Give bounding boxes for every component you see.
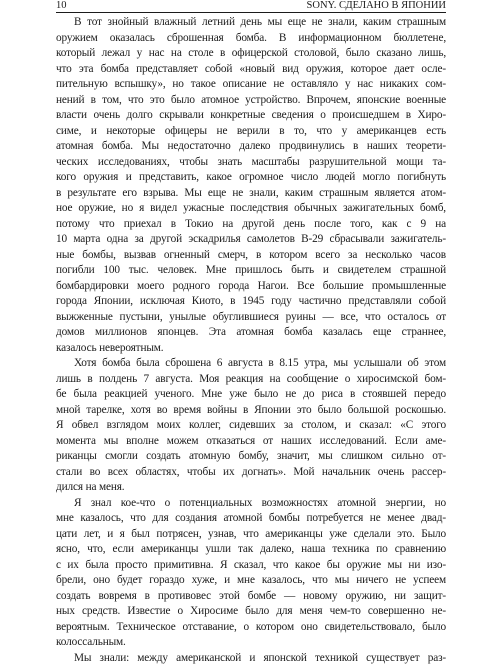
text-line: бе была реакцией ученого. Мне уже было не до риса в стоявшей передо: [56, 387, 446, 403]
text-line: что эта бомба представляет собой «новый вид оружия, которое дает ослe-: [56, 62, 446, 78]
text-line: Мы знали: между американской и японской техникой существует раз-: [56, 651, 446, 666]
text-line: с их была просто примитивна. Я сказал, что какое бы оружие мы ни изо-: [56, 558, 446, 574]
text-line: потому что приехал в Токио на другой день после того, как с 9 на: [56, 217, 446, 233]
text-line: ное оружие, но я видел ужасные последствия обычных зажигательных бомб,: [56, 201, 446, 217]
text-line: мне казалось, что для создания атомной бомбы потребуется не менее двад-: [56, 511, 446, 527]
text-line: 10 марта одна за другой эскадрилья самолетов B-29 сбрасывали зажигатель-: [56, 232, 446, 248]
text-line: дился на меня.: [56, 480, 446, 496]
text-line: симе, и некоторые офицеры не верили в то, что у американцев есть: [56, 124, 446, 140]
text-line: колоссальным.: [56, 635, 446, 651]
text-line: момента мы вполне можем отказаться от наших исследований. Если аме-: [56, 434, 446, 450]
text-line: В тот знойный влажный летний день мы еще не знали, каким страшным: [56, 15, 446, 31]
text-line: города Японии, исключая Киото, в 1945 году частично представляли собой: [56, 294, 446, 310]
text-line: брели, оно будет гораздо хуже, и мне казалось, что мы ничего не успеем: [56, 573, 446, 589]
text-line: ных средств. Известие о Хиросиме было для меня чем-то совершенно не-: [56, 604, 446, 620]
paragraph: [56, 651, 446, 666]
text-line: мной тарелке, хотя во время войны в Японии это было большой роскошью.: [56, 403, 446, 419]
running-title: SONY. СДЕЛАНО В ЯПОНИИ: [307, 0, 446, 11]
text-line: Я знал кое-что о потенциальных возможностях атомной энергии, но: [56, 496, 446, 512]
text-line: оружием оказалась сброшенная бомба. В информационном бюллетене,: [56, 31, 446, 47]
text-line: ные бомбы, вызвав огненный смерч, в котором всего за несколько часов: [56, 248, 446, 264]
text-line: ческих исследованиях, чтобы знать масштабы разрушительной мощи та-: [56, 155, 446, 171]
text-line: риканцы смогли создать атомную бомбу, значит, мы слишком сильно от-: [56, 449, 446, 465]
paragraph: [56, 356, 446, 496]
text-line: атомная бомба. Мы недостаточно далеко продвинулись в наших теорети-: [56, 139, 446, 155]
text-line: погибли 100 тыс. человек. Мне пришлось быть и свидетелем страшной: [56, 263, 446, 279]
text-line: создать вовремя в противовес этой бомбе — новому оружию, ни защит-: [56, 589, 446, 605]
text-line: цати лет, и я был потрясен, узнав, что американцы уже сделали это. Было: [56, 527, 446, 543]
text-line: нений в том, что это было атомное устройство. Впрочем, японские военные: [56, 93, 446, 109]
text-line: Я обвел взглядом моих коллег, сидевших за столом, и сказал: «С этого: [56, 418, 446, 434]
text-line: домов миллионов японцев. Эта атомная бомба казалась еще страннее,: [56, 325, 446, 341]
text-line: стали во всех областях, чтобы их догнать». Мой начальник очень рассер-: [56, 465, 446, 481]
header-rule: [56, 12, 446, 13]
text-line: власти очень долго скрывали конкретные сведения о происшедшем в Хиро-: [56, 108, 446, 124]
body-text: [56, 15, 446, 666]
text-line: в результате его взрыва. Мы еще не знали, каким страшным является атом-: [56, 186, 446, 202]
text-line: выжженные пустыни, унылые обуглившиеся руины — все, что осталось от: [56, 310, 446, 326]
page-number: 10: [56, 0, 67, 11]
text-line: кого оружия и представить, какое огромное число людей могло погибнуть: [56, 170, 446, 186]
text-line: бомбардировки моего родного города Нагои. Все большие промышленные: [56, 279, 446, 295]
text-line: ясно, что, если американцы ушли так далеко, наша техника по сравнению: [56, 542, 446, 558]
paragraph: [56, 15, 446, 356]
paragraph: [56, 496, 446, 651]
text-line: вероятным. Техническое отставание, о котором оно свидетельствовало, было: [56, 620, 446, 636]
text-line: который лежал у нас на столе в офицерской столовой, было сказано лишь,: [56, 46, 446, 62]
text-line: лишь в полдень 7 августа. Моя реакция на сообщение о хиросимской бом-: [56, 372, 446, 388]
running-head: [56, 0, 446, 12]
text-line: Хотя бомба была сброшена 6 августа в 8.15 утра, мы услышали об этом: [56, 356, 446, 372]
text-line: пительную вспышку», но такое описание не оставляло у нас никаких сом-: [56, 77, 446, 93]
text-line: казалось невероятным.: [56, 341, 446, 357]
